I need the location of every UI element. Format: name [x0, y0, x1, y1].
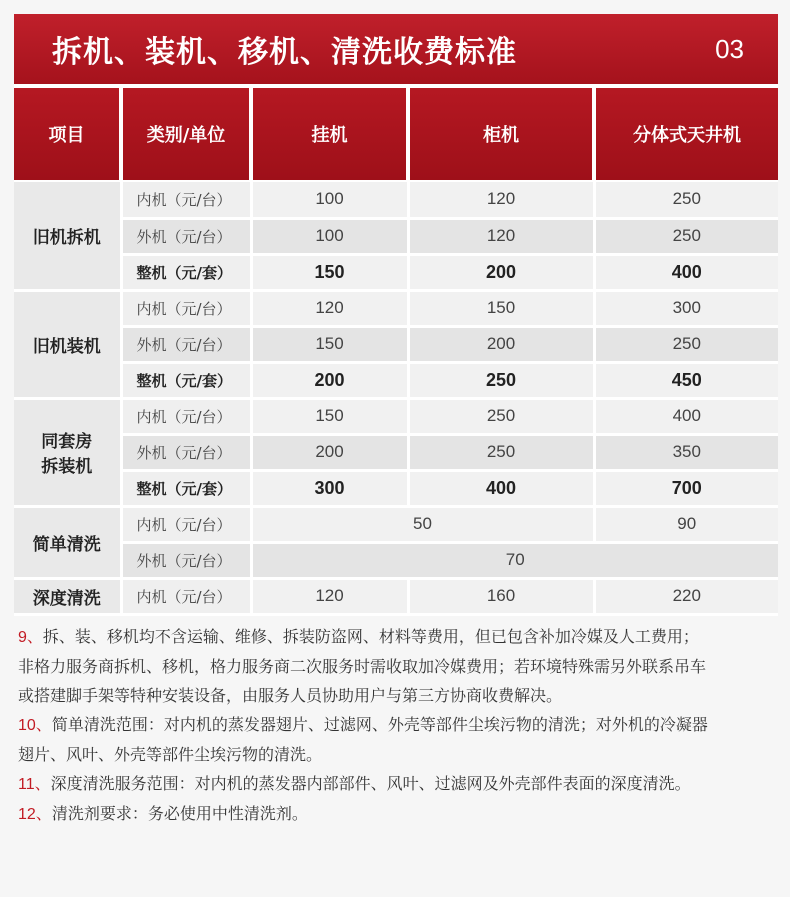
value-cell: 700 — [594, 470, 778, 506]
unit-cell: 整机（元/套） — [121, 254, 251, 290]
table-row — [14, 434, 778, 470]
note-text: 非格力服务商拆机、移机，格力服务商二次服务时需收取加冷媒费用；若环境特殊需另外联系吊车 — [18, 657, 707, 676]
note-text: 拆、装、移机均不含运输、维修、拆装防盗网、材料等费用，但已包含补加冷媒及人工费用； — [42, 627, 699, 646]
note-text: 或搭建脚手架等特种安装设备，由服务人员协助用户与第三方协商收费解决。 — [18, 686, 563, 705]
header-cabinet-unit: 柜机 — [408, 86, 594, 180]
value-cell: 200 — [408, 326, 594, 362]
value-cell: 100 — [251, 218, 408, 254]
unit-cell: 内机（元/台） — [121, 578, 251, 614]
group-label-line: 同套房 — [41, 432, 93, 452]
table-row — [14, 326, 778, 362]
value-cell: 160 — [408, 578, 594, 614]
group-label — [14, 398, 121, 506]
value-cell: 120 — [251, 290, 408, 326]
value-cell: 150 — [408, 290, 594, 326]
header-banner — [14, 14, 778, 84]
value-cell: 120 — [408, 218, 594, 254]
group-label: 简单清洗 — [14, 506, 121, 578]
note-number: 10、 — [18, 717, 52, 734]
value-cell: 250 — [408, 434, 594, 470]
page-number: 03 — [715, 33, 744, 64]
value-cell: 400 — [594, 398, 778, 434]
notes-section — [18, 622, 778, 829]
note-item — [18, 769, 778, 799]
unit-cell: 整机（元/套） — [121, 362, 251, 398]
table-row — [14, 542, 778, 578]
unit-cell: 内机（元/台） — [121, 506, 251, 542]
value-cell: 70 — [251, 542, 778, 578]
note-item — [18, 799, 778, 829]
table-row — [14, 398, 778, 434]
group-label: 旧机拆机 — [14, 182, 121, 290]
unit-cell: 内机（元/台） — [121, 290, 251, 326]
value-cell: 400 — [408, 470, 594, 506]
header-unit: 类别/单位 — [121, 86, 251, 180]
unit-cell: 外机（元/台） — [121, 542, 251, 578]
table-row — [14, 290, 778, 326]
table-row — [14, 182, 778, 218]
value-cell: 90 — [594, 506, 778, 542]
value-cell: 350 — [594, 434, 778, 470]
table-row — [14, 578, 778, 614]
group-label: 旧机装机 — [14, 290, 121, 398]
value-cell: 250 — [408, 398, 594, 434]
value-cell: 200 — [408, 254, 594, 290]
group-label-line: 拆装机 — [41, 457, 93, 477]
value-cell: 250 — [594, 182, 778, 218]
unit-cell: 整机（元/套） — [121, 470, 251, 506]
value-cell: 50 — [251, 506, 594, 542]
unit-cell: 外机（元/台） — [121, 434, 251, 470]
unit-cell: 内机（元/台） — [121, 398, 251, 434]
note-text: 深度清洗服务范围：对内机的蒸发器内部部件、风叶、过滤网及外壳部件表面的深度清洗。 — [50, 774, 691, 793]
note-item — [18, 710, 778, 769]
note-number: 11、 — [18, 776, 51, 793]
note-number: 9、 — [18, 629, 43, 646]
note-number: 12、 — [18, 806, 52, 823]
fee-table — [14, 84, 778, 616]
table-row — [14, 362, 778, 398]
value-cell: 450 — [594, 362, 778, 398]
header-ceiling-unit: 分体式天井机 — [594, 86, 778, 180]
value-cell: 250 — [594, 218, 778, 254]
value-cell: 150 — [251, 326, 408, 362]
table-row — [14, 218, 778, 254]
unit-cell: 外机（元/台） — [121, 326, 251, 362]
note-text: 翅片、风叶、外壳等部件尘埃污物的清洗。 — [18, 745, 323, 764]
value-cell: 120 — [408, 182, 594, 218]
value-cell: 150 — [251, 398, 408, 434]
note-text: 简单清洗范围：对内机的蒸发器翅片、过滤网、外壳等部件尘埃污物的清洗；对外机的冷凝器 — [51, 715, 708, 734]
page-title: 拆机、装机、移机、清洗收费标准 — [52, 35, 517, 70]
table-header-row — [14, 86, 778, 180]
unit-cell: 外机（元/台） — [121, 218, 251, 254]
value-cell: 100 — [251, 182, 408, 218]
table-row — [14, 506, 778, 542]
value-cell: 250 — [594, 326, 778, 362]
header-wall-unit: 挂机 — [251, 86, 408, 180]
value-cell: 300 — [594, 290, 778, 326]
value-cell: 150 — [251, 254, 408, 290]
value-cell: 200 — [251, 434, 408, 470]
unit-cell: 内机（元/台） — [121, 182, 251, 218]
table-row — [14, 254, 778, 290]
value-cell: 120 — [251, 578, 408, 614]
value-cell: 300 — [251, 470, 408, 506]
note-text: 清洗剂要求：务必使用中性清洗剂。 — [51, 804, 308, 823]
table-row — [14, 470, 778, 506]
value-cell: 400 — [594, 254, 778, 290]
value-cell: 220 — [594, 578, 778, 614]
value-cell: 200 — [251, 362, 408, 398]
value-cell: 250 — [408, 362, 594, 398]
group-label: 深度清洗 — [14, 578, 121, 614]
note-item — [18, 622, 778, 710]
header-item: 项目 — [14, 86, 121, 180]
